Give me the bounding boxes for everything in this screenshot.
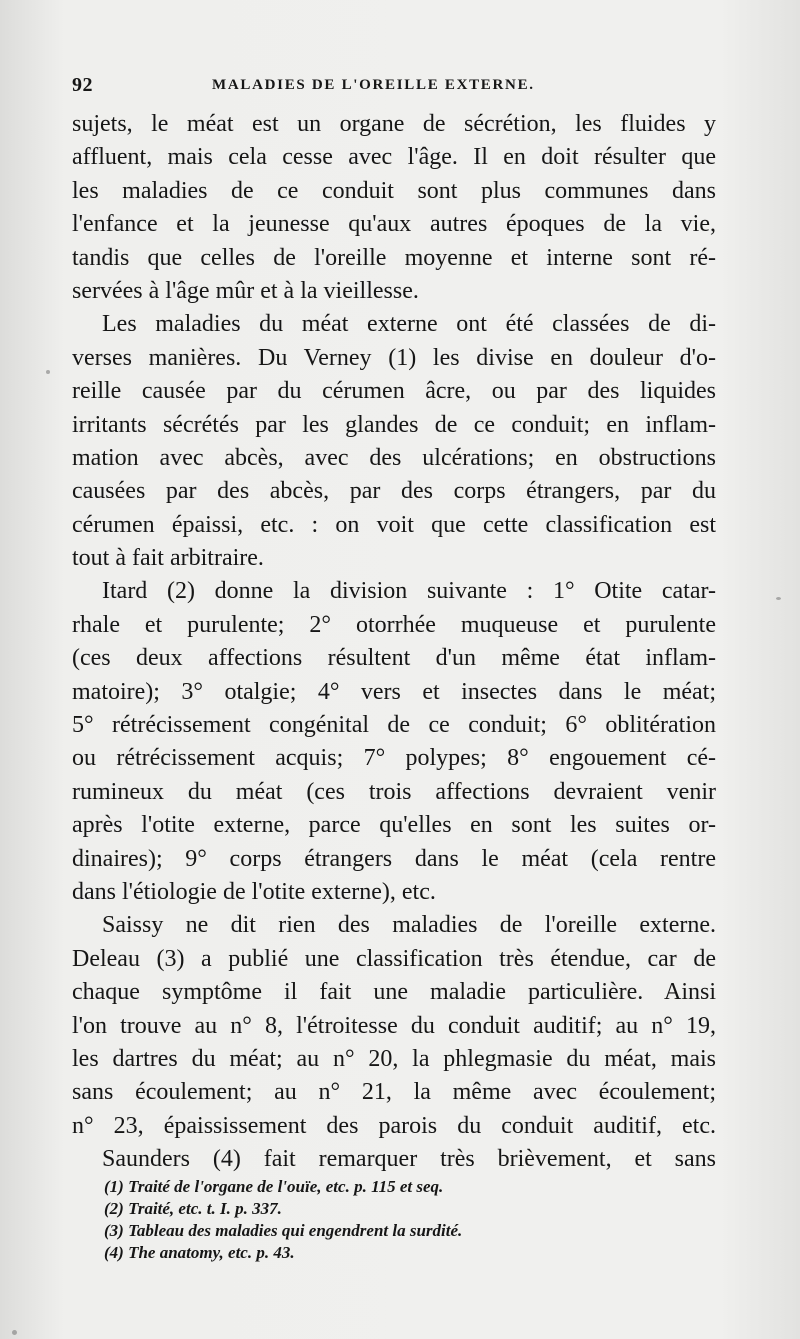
text-line: ou rétrécissement acquis; 7° polypes; 8° engouement cé- xyxy=(72,745,716,772)
text-line: Les maladies du méat externe ont été classées de di- xyxy=(102,311,716,338)
text-line: (ces deux affections résultent d'un même état inflam- xyxy=(72,645,716,672)
print-speck xyxy=(776,597,781,600)
text-line: chaque symptôme il fait une maladie particulière. Ainsi xyxy=(72,979,716,1006)
text-line: tout à fait arbitraire. xyxy=(72,545,264,572)
footnote: (2) Traité, etc. t. I. p. 337. xyxy=(104,1199,282,1218)
running-title: MALADIES DE L'OREILLE EXTERNE. xyxy=(212,77,535,93)
text-line: dinaires); 9° corps étrangers dans le méat (cela rentre xyxy=(72,845,716,872)
footnote: (1) Traité de l'organe de l'ouïe, etc. p. 115 et seq. xyxy=(104,1177,444,1196)
text-line: affluent, mais cela cesse avec l'âge. Il en doit résulter que xyxy=(72,144,716,171)
body-text xyxy=(72,108,716,1177)
text-line: causées par des abcès, par des corps étrangers, par du xyxy=(72,478,716,505)
text-line: Saunders (4) fait remarquer très brièvement, et sans xyxy=(102,1146,716,1173)
footnote: (3) Tableau des maladies qui engendrent la surdité. xyxy=(104,1221,463,1240)
text-line: mation avec abcès, avec des ulcérations; en obstructions xyxy=(72,444,716,471)
text-line: tandis que celles de l'oreille moyenne et interne sont ré- xyxy=(72,244,716,271)
text-line: après l'otite externe, parce qu'elles en sont les suites or- xyxy=(72,812,716,839)
page-number: 92 xyxy=(72,74,93,96)
print-speck xyxy=(12,1330,17,1335)
text-line: l'on trouve au n° 8, l'étroitesse du conduit auditif; au n° 19, xyxy=(72,1012,716,1039)
page-header xyxy=(72,74,712,100)
text-line: cérumen épaissi, etc. : on voit que cette classification est xyxy=(72,511,716,538)
text-line: les maladies de ce conduit sont plus communes dans xyxy=(72,177,716,204)
text-line: sans écoulement; au n° 21, la même avec écoulement; xyxy=(72,1079,716,1106)
text-line: reille causée par du cérumen âcre, ou par des liquides xyxy=(72,378,716,405)
text-line: rhale et purulente; 2° otorrhée muqueuse et purulente xyxy=(72,611,716,638)
text-line: verses manières. Du Verney (1) les divise en douleur d'o- xyxy=(72,344,716,371)
text-line: dans l'étiologie de l'otite externe), etc. xyxy=(72,878,436,905)
text-line: matoire); 3° otalgie; 4° vers et insectes dans le méat; xyxy=(72,678,716,705)
print-speck xyxy=(46,370,50,374)
text-line: 5° rétrécissement congénital de ce conduit; 6° oblitération xyxy=(72,712,716,739)
footnote: (4) The anatomy, etc. p. 43. xyxy=(104,1243,295,1262)
text-line: Deleau (3) a publié une classification très étendue, car de xyxy=(72,945,716,972)
text-line: Itard (2) donne la division suivante : 1° Otite catar- xyxy=(102,578,716,605)
text-line: les dartres du méat; au n° 20, la phlegmasie du méat, mais xyxy=(72,1045,716,1072)
text-line: l'enfance et la jeunesse qu'aux autres époques de la vie, xyxy=(72,211,716,238)
text-line: Saissy ne dit rien des maladies de l'oreille externe. xyxy=(102,912,716,939)
text-line: n° 23, épaississement des parois du conduit auditif, etc. xyxy=(72,1112,716,1139)
text-line: servées à l'âge mûr et à la vieillesse. xyxy=(72,277,419,304)
text-line: sujets, le méat est un organe de sécrétion, les fluides y xyxy=(72,111,716,137)
text-line: irritants sécrétés par les glandes de ce conduit; en inflam- xyxy=(72,411,716,438)
text-line: rumineux du méat (ces trois affections devraient venir xyxy=(72,778,716,805)
footnotes xyxy=(104,1176,704,1264)
